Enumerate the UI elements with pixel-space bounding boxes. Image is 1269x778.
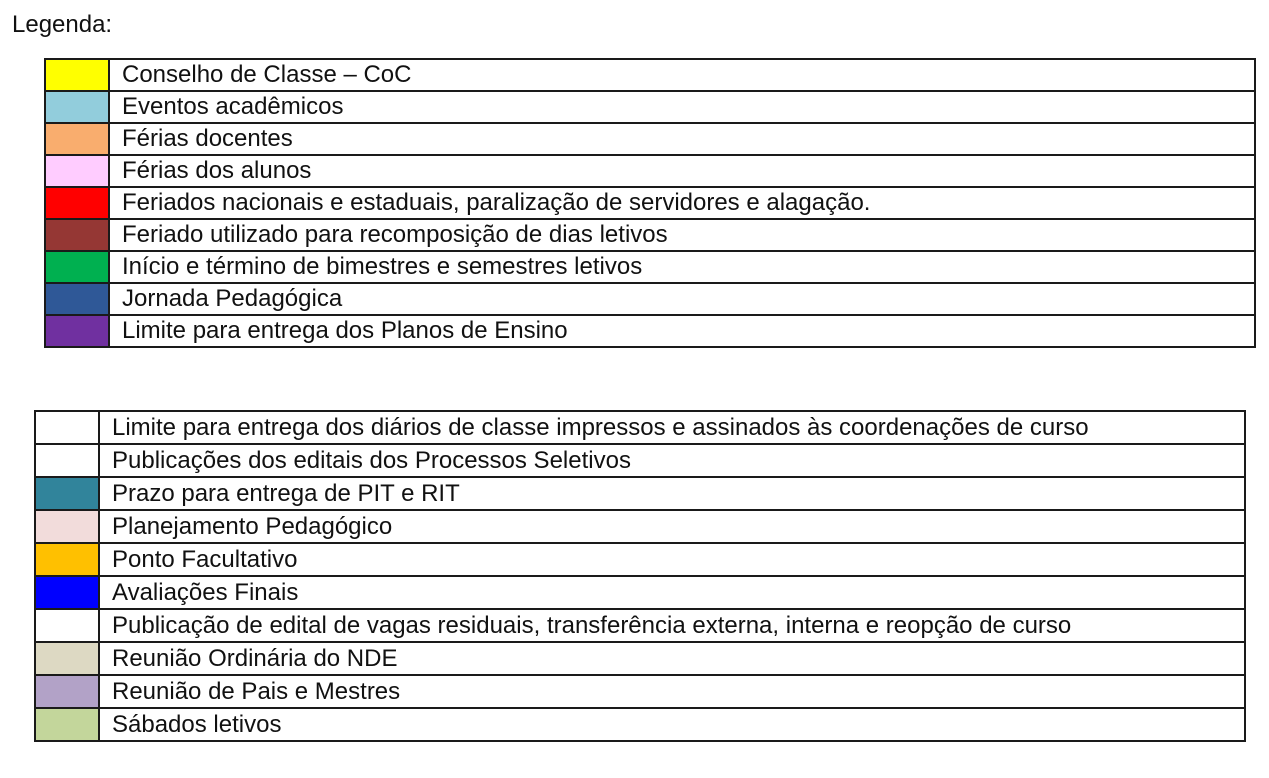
legend-row xyxy=(35,609,1245,642)
legend-color-swatch xyxy=(45,315,109,347)
legend-color-swatch xyxy=(45,155,109,187)
legend-row xyxy=(45,251,1255,283)
legend-color-swatch xyxy=(45,59,109,91)
legend-label: Reunião de Pais e Mestres xyxy=(99,675,1245,708)
legend-label: Feriado utilizado para recomposição de dias letivos xyxy=(109,219,1255,251)
legend-table-bottom xyxy=(34,410,1246,742)
legend-table-top xyxy=(44,58,1256,348)
legend-color-swatch xyxy=(35,609,99,642)
legend-label: Feriados nacionais e estaduais, paralização de servidores e alagação. xyxy=(109,187,1255,219)
legend-label: Férias docentes xyxy=(109,123,1255,155)
legend-row xyxy=(45,91,1255,123)
legend-color-swatch xyxy=(45,283,109,315)
legend-row xyxy=(45,155,1255,187)
legend-label: Jornada Pedagógica xyxy=(109,283,1255,315)
legend-label: Férias dos alunos xyxy=(109,155,1255,187)
legend-row xyxy=(45,315,1255,347)
legend-label: Publicação de edital de vagas residuais, transferência externa, interna e reopção de curso xyxy=(99,609,1245,642)
legend-row xyxy=(35,642,1245,675)
legend-color-swatch xyxy=(45,123,109,155)
legend-label: Início e término de bimestres e semestres letivos xyxy=(109,251,1255,283)
legend-title: Legenda: xyxy=(12,11,113,38)
legend-row xyxy=(35,411,1245,444)
legend-color-swatch xyxy=(35,510,99,543)
legend-label: Avaliações Finais xyxy=(99,576,1245,609)
legend-row xyxy=(35,708,1245,741)
legend-color-swatch xyxy=(35,675,99,708)
legend-color-swatch xyxy=(35,642,99,675)
legend-color-swatch xyxy=(35,708,99,741)
legend-color-swatch xyxy=(45,251,109,283)
legend-row xyxy=(35,444,1245,477)
legend-label: Limite para entrega dos Planos de Ensino xyxy=(109,315,1255,347)
legend-row xyxy=(35,543,1245,576)
legend-row xyxy=(45,219,1255,251)
legend-row xyxy=(35,576,1245,609)
legend-label: Limite para entrega dos diários de classe impressos e assinados às coordenações de curso xyxy=(99,411,1245,444)
legend-color-swatch xyxy=(35,411,99,444)
legend-label: Eventos acadêmicos xyxy=(109,91,1255,123)
legend-row xyxy=(45,59,1255,91)
legend-color-swatch xyxy=(45,219,109,251)
legend-color-swatch xyxy=(35,576,99,609)
legend-label: Ponto Facultativo xyxy=(99,543,1245,576)
legend-row xyxy=(45,187,1255,219)
legend-label: Prazo para entrega de PIT e RIT xyxy=(99,477,1245,510)
legend-label: Sábados letivos xyxy=(99,708,1245,741)
legend-label: Publicações dos editais dos Processos Seletivos xyxy=(99,444,1245,477)
legend-row xyxy=(35,477,1245,510)
legend-row xyxy=(45,123,1255,155)
legend-label: Reunião Ordinária do NDE xyxy=(99,642,1245,675)
legend-row xyxy=(45,283,1255,315)
legend-row xyxy=(35,510,1245,543)
legend-color-swatch xyxy=(45,91,109,123)
legend-color-swatch xyxy=(35,477,99,510)
legend-color-swatch xyxy=(35,444,99,477)
legend-color-swatch xyxy=(35,543,99,576)
legend-label: Conselho de Classe – CoC xyxy=(109,59,1255,91)
legend-color-swatch xyxy=(45,187,109,219)
legend-row xyxy=(35,675,1245,708)
legend-label: Planejamento Pedagógico xyxy=(99,510,1245,543)
